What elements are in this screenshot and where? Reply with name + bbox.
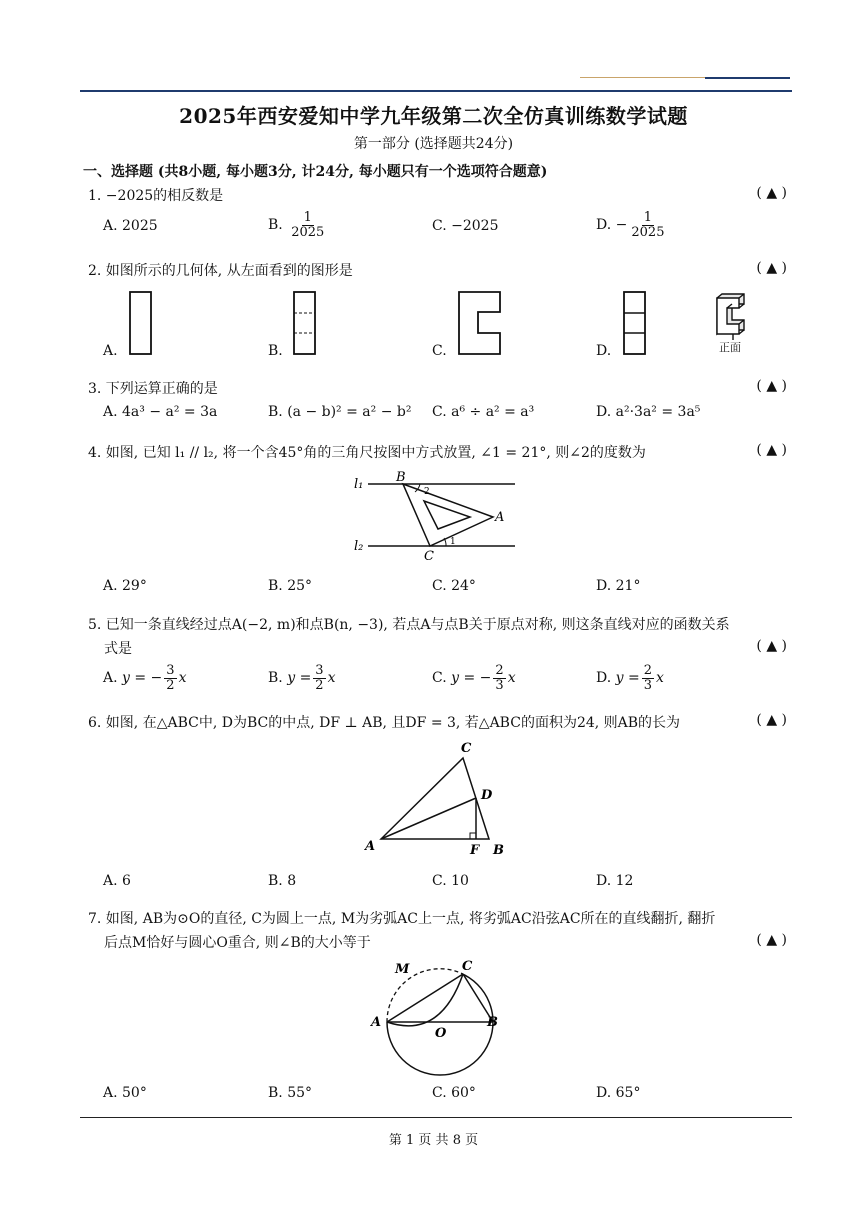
option-d: D. 21°: [596, 578, 641, 594]
question-4-stem: 4. 如图, 已知 l₁ // l₂, 将一个含45°角的三角尺按图中方式放置, ∠1 = 21°, 则∠2的度数为: [88, 445, 646, 461]
svg-text:B: B: [396, 470, 406, 485]
option-c: C. a⁶ ÷ a² = a³: [432, 404, 535, 420]
part-subtitle: 第一部分 (选择题共24分): [353, 136, 514, 152]
option-a: A.: [103, 343, 118, 359]
view-d-shape: [624, 292, 645, 354]
footer-rule: [80, 1117, 792, 1118]
svg-text:O: O: [435, 1026, 447, 1041]
question-5-stem: 5. 已知一条直线经过点A(−2, m)和点B(n, −3), 若点A与点B关于原点对称, 则这条直线对应的函数关系: [88, 617, 730, 633]
question-7-stem: 7. 如图, AB为⊙O的直径, C为圆上一点, M为劣弧AC上一点, 将劣弧AC沿弦AC所在的直线翻折, 翻折: [88, 911, 716, 927]
option-b: B. 8: [268, 873, 297, 889]
svg-text:l₁: l₁: [354, 477, 364, 492]
option-b: B. 25°: [268, 578, 313, 594]
svg-text:A: A: [495, 510, 505, 525]
question-6-figure: [355, 735, 525, 860]
option-a: A. y = − $\frac{3}{2}$ x: [103, 663, 187, 693]
option-b: B. (a − b)² = a² − b²: [268, 404, 412, 420]
fraction: $\frac{2}{3}$: [495, 663, 504, 693]
question-4-figure: [340, 468, 540, 568]
front-label: 正面: [719, 341, 741, 354]
option-a: A. 6: [103, 873, 131, 889]
option-c: C. 60°: [432, 1085, 476, 1101]
fraction: $\frac{1}{2025}$: [291, 210, 325, 240]
question-6-stem: 6. 如图, 在△ABC中, D为BC的中点, DF ⊥ AB, 且DF = 3, 若△ABC的面积为24, 则AB的长为: [88, 715, 681, 731]
option-b: B.: [268, 343, 283, 359]
view-a-shape: [130, 292, 151, 354]
option-a: A. 2025: [103, 218, 158, 234]
fraction: $\frac{1}{2025}$: [631, 210, 665, 240]
option-b: B. y = $\frac{3}{2}$ x: [268, 663, 336, 693]
question-7-stem-continued: 后点M恰好与圆心O重合, 则∠B的大小等于: [104, 935, 371, 951]
option-c: C. y = − $\frac{2}{3}$ x: [432, 663, 516, 693]
question-2-stem: 2. 如图所示的几何体, 从左面看到的图形是: [88, 263, 353, 279]
question-3-stem: 3. 下列运算正确的是: [88, 381, 218, 397]
fraction: $\frac{3}{2}$: [315, 663, 324, 693]
option-d: D. 12: [596, 873, 634, 889]
svg-text:F: F: [470, 843, 480, 858]
svg-text:C: C: [424, 549, 434, 564]
option-a: A. 4a³ − a² = 3a: [103, 404, 218, 420]
option-d: D. 65°: [596, 1085, 641, 1101]
option-c: C. −2025: [432, 218, 499, 234]
view-b-shape: [294, 292, 315, 354]
fraction: $\frac{3}{2}$: [166, 663, 175, 693]
svg-text:C: C: [461, 741, 472, 756]
answer-mark: ( ▲ ): [756, 638, 787, 654]
option-a: A. 29°: [103, 578, 147, 594]
option-c: C.: [432, 343, 447, 359]
answer-mark: ( ▲ ): [756, 932, 787, 948]
question-1-stem: 1. −2025的相反数是: [88, 188, 224, 204]
svg-text:A: A: [365, 839, 376, 854]
question-7-figure: [365, 955, 515, 1085]
option-c: C. 10: [432, 873, 469, 889]
svg-text:l₂: l₂: [354, 539, 364, 554]
svg-text:A: A: [371, 1015, 382, 1030]
answer-mark: ( ▲ ): [756, 712, 787, 728]
option-d: D. a²·3a² = 3a⁵: [596, 404, 701, 420]
option-a: A. 50°: [103, 1085, 147, 1101]
svg-text:M: M: [395, 962, 410, 977]
svg-text:C: C: [462, 959, 473, 974]
svg-text:B: B: [493, 843, 504, 858]
svg-text:2: 2: [424, 487, 430, 497]
option-d: D.: [596, 343, 612, 359]
solid-figure: [717, 294, 744, 340]
svg-text:B: B: [487, 1015, 498, 1030]
option-c: C. 24°: [432, 578, 476, 594]
answer-mark: ( ▲ ): [756, 185, 787, 201]
option-b: B. 55°: [268, 1085, 313, 1101]
option-d: D. y = $\frac{2}{3}$ x: [596, 663, 664, 693]
answer-mark: ( ▲ ): [756, 260, 787, 276]
option-b: B. $\frac{1}{2025}$: [268, 210, 325, 240]
view-c-shape: [459, 292, 500, 354]
option-d: D. − $\frac{1}{2025}$: [596, 210, 665, 240]
section-heading: 一、选择题 (共8小题, 每小题3分, 计24分, 每小题只有一个选项符合题意): [83, 164, 548, 180]
answer-mark: ( ▲ ): [756, 442, 787, 458]
svg-text:D: D: [481, 788, 493, 803]
fraction: $\frac{2}{3}$: [643, 663, 653, 693]
page-title: 2025年西安爱知中学九年级第二次全仿真训练数学试题: [179, 104, 688, 128]
question-2-figures: [0, 0, 867, 380]
svg-text:1: 1: [450, 537, 456, 547]
page-number: 第 1 页 共 8 页: [388, 1133, 479, 1148]
answer-mark: ( ▲ ): [756, 378, 787, 394]
question-5-stem-continued: 式是: [104, 641, 132, 657]
